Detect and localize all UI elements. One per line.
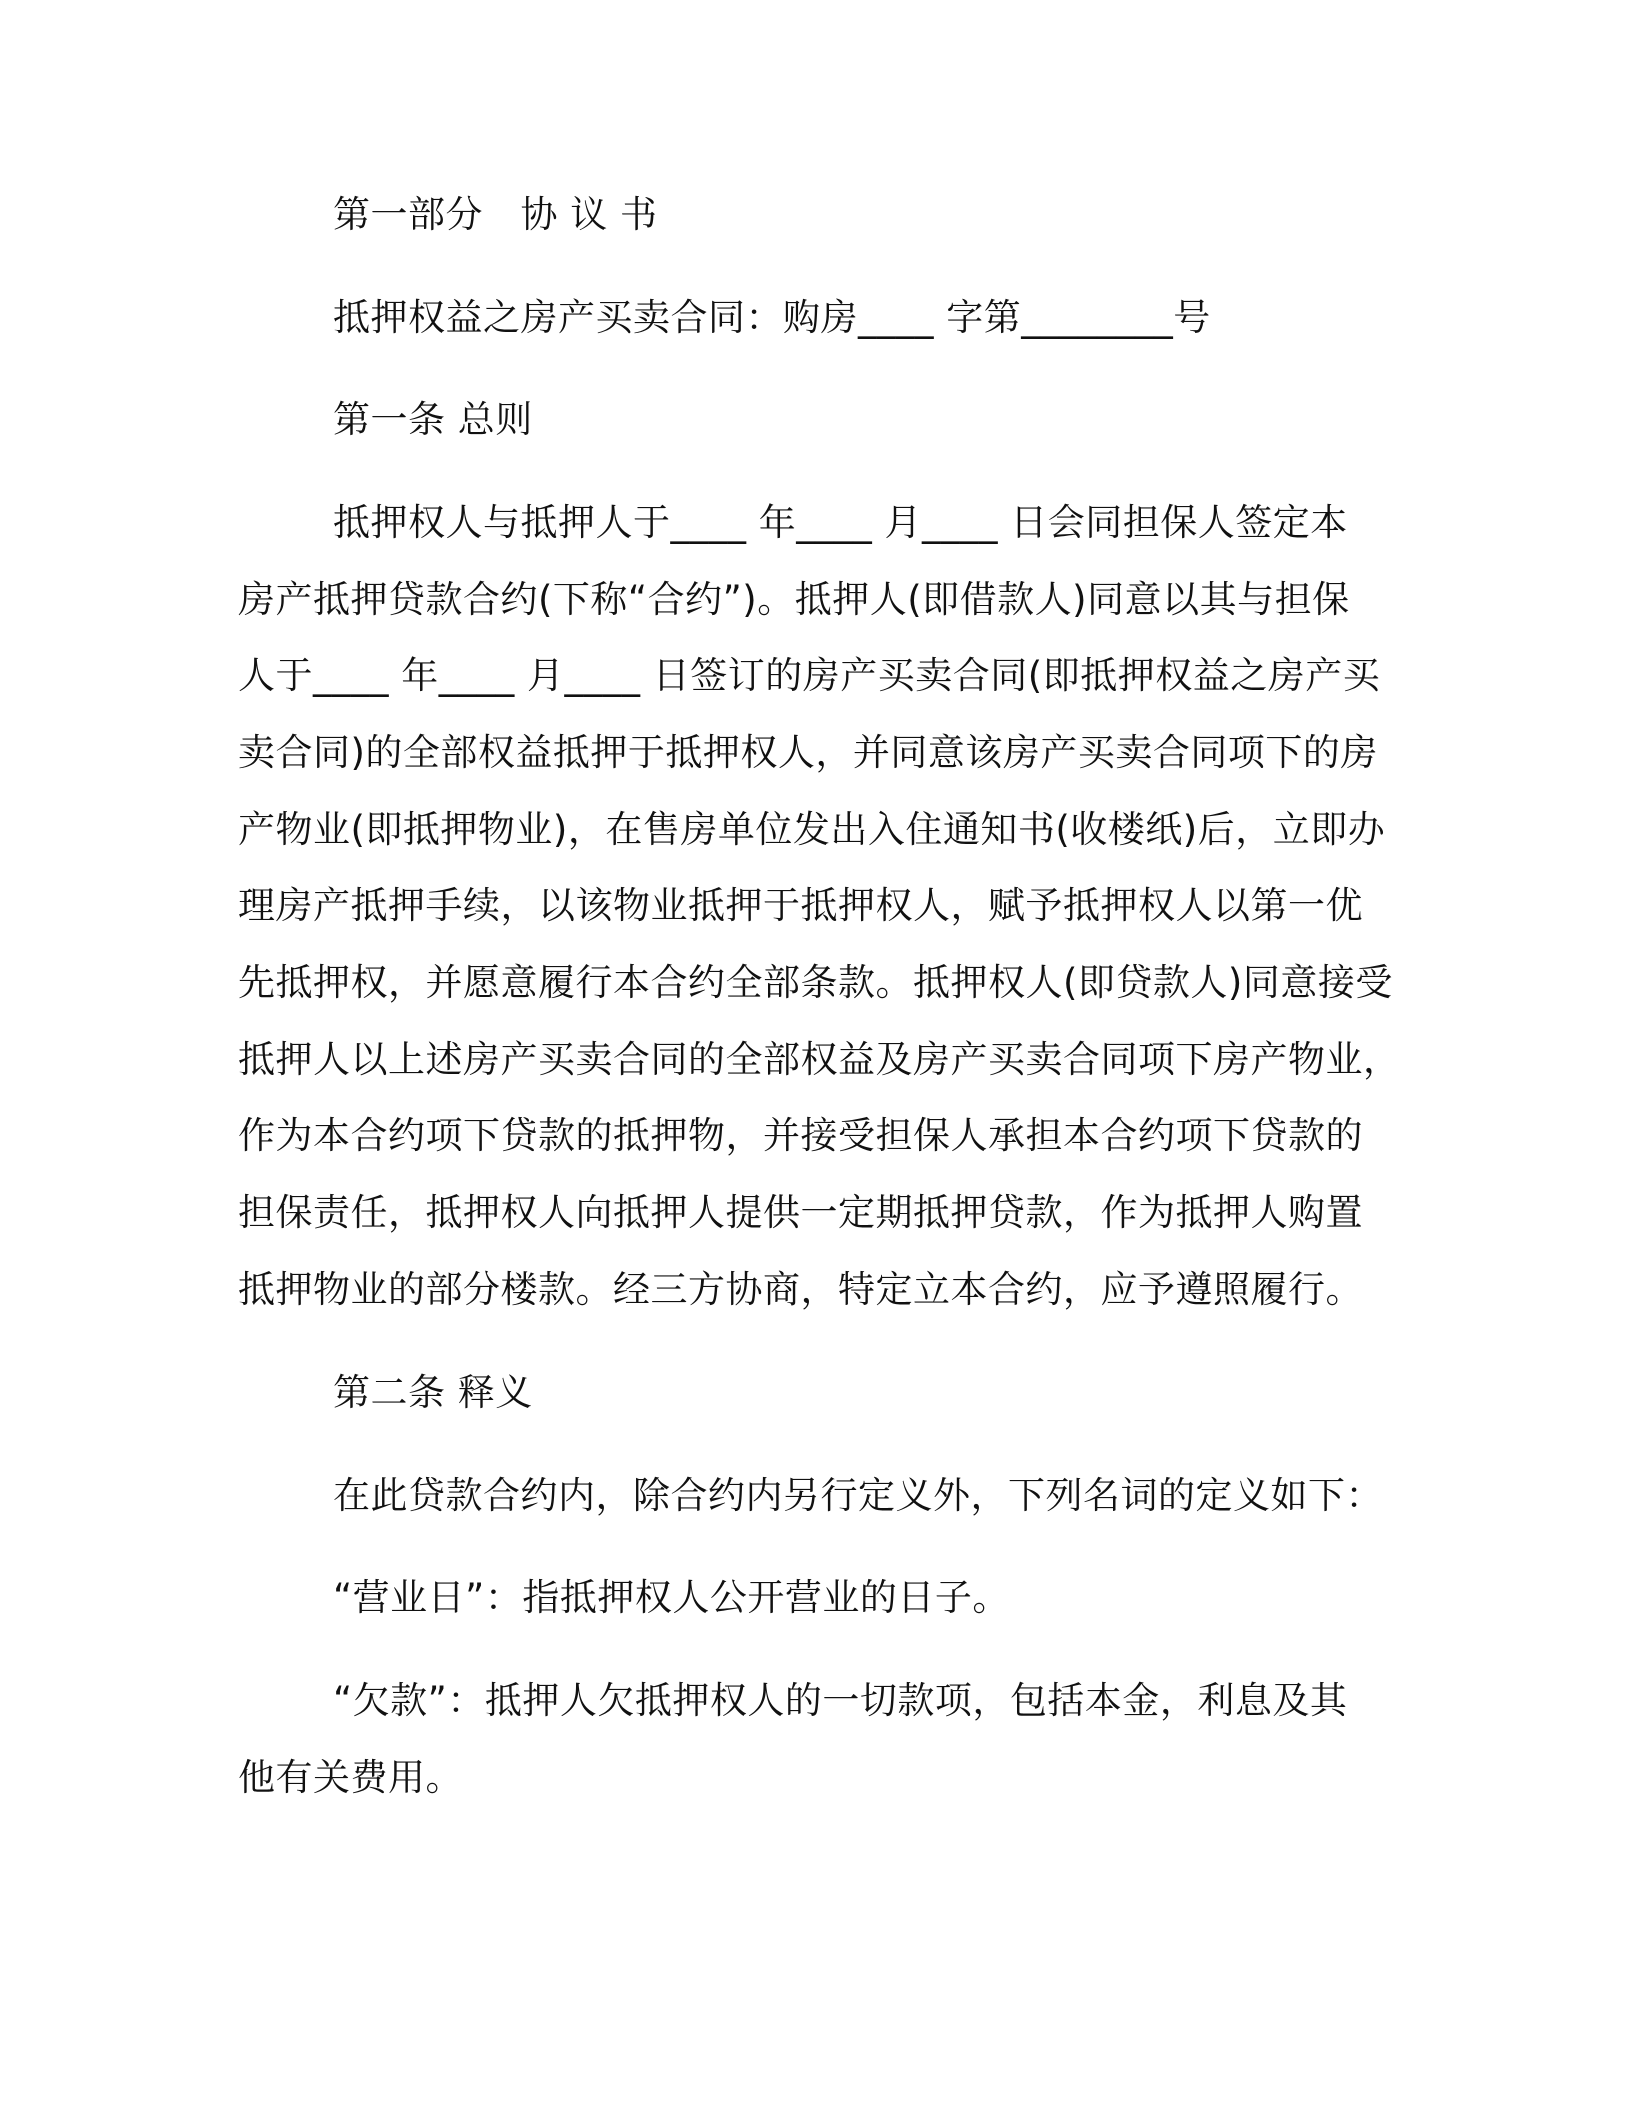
definition-business-day: “营业日”：指抵押权人公开营业的日子。 [333,1576,1010,1619]
article-1-line: 抵押物业的部分楼款。经三方协商，特定立本合约，应予遵照履行。 [238,1268,1363,1311]
article-1-line: 房产抵押贷款合约(下称“合约”)。抵押人(即借款人)同意以其与担保 [238,578,1350,621]
article-1-heading: 第一条 总则 [333,398,533,441]
article-1-line: 抵押人以上述房产买卖合同的全部权益及房产买卖合同项下房产物业， [238,1038,1401,1081]
article-1-line: 先抵押权，并愿意履行本合约全部条款。抵押权人(即贷款人)同意接受 [238,961,1393,1004]
article-2-intro: 在此贷款合约内，除合约内另行定义外，下列名词的定义如下： [333,1474,1383,1517]
part-heading: 第一部分 协 议 书 [333,193,658,236]
article-1-line: 抵押权人与抵押人于____ 年____ 月____ 日会同担保人签定本 [333,501,1348,544]
article-1-line: 作为本合约项下贷款的抵押物，并接受担保人承担本合约项下贷款的 [238,1114,1363,1157]
article-1-line: 卖合同)的全部权益抵押于抵押权人，并同意该房产买卖合同项下的房 [238,731,1378,774]
article-1-line: 人于____ 年____ 月____ 日签订的房产买卖合同(即抵押权益之房产买 [238,654,1381,697]
article-1-line: 担保责任，抵押权人向抵押人提供一定期抵押贷款，作为抵押人购置 [238,1191,1363,1234]
article-1-line: 理房产抵押手续，以该物业抵押于抵押权人，赋予抵押权人以第一优 [238,884,1363,927]
definition-debt: “欠款”：抵押人欠抵押权人的一切款项，包括本金，利息及其 [333,1679,1348,1722]
contract-number-line: 抵押权益之房产买卖合同：购房____ 字第________号 [333,296,1211,339]
article-2-heading: 第二条 释义 [333,1371,533,1414]
article-1-line: 产物业(即抵押物业)，在售房单位发出入住通知书(收楼纸)后，立即办 [238,808,1386,851]
definition-debt-continued: 他有关费用。 [238,1756,463,1799]
